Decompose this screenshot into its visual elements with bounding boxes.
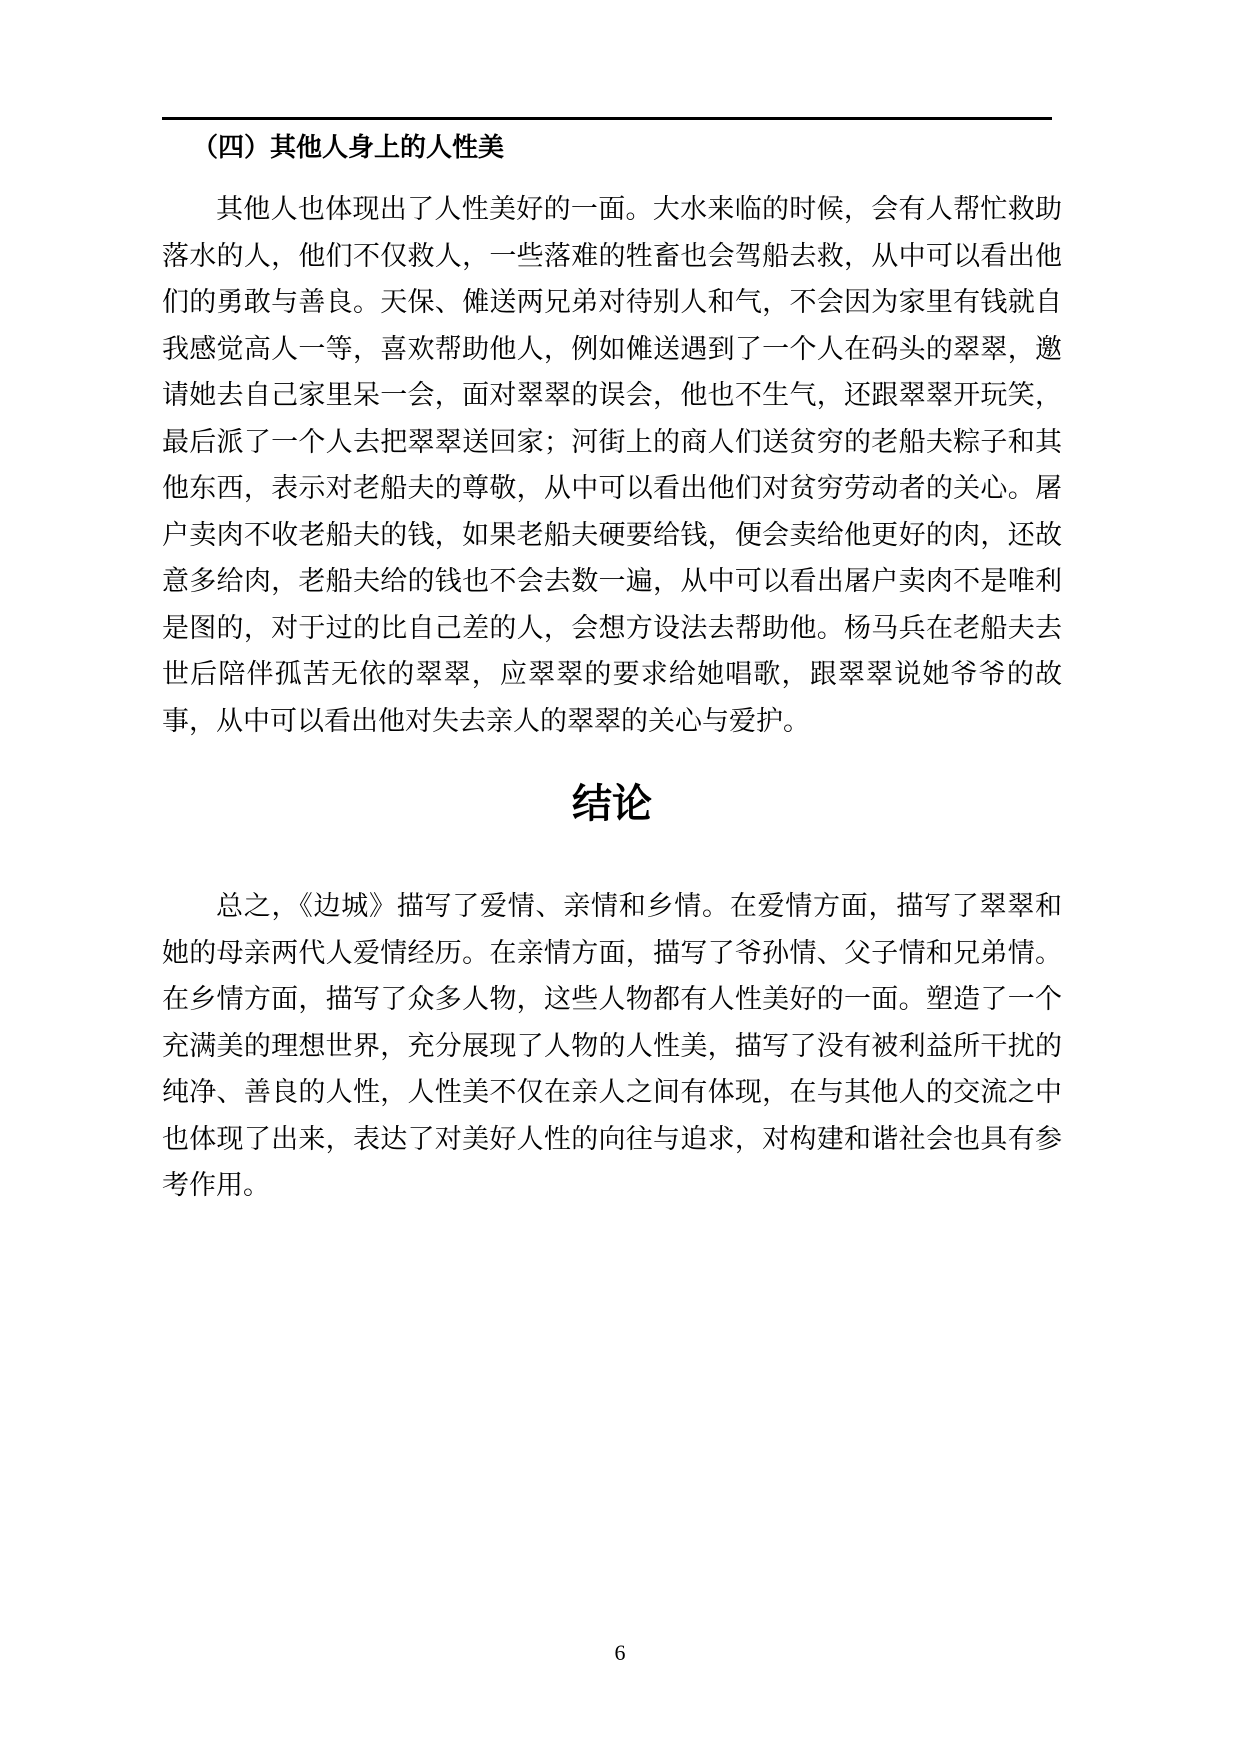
conclusion-paragraph: 总之，《边城》描写了爱情、亲情和乡情。在爱情方面，描写了翠翠和她的母亲两代人爱情经历。在亲情方面，描写了爷孙情、父子情和兄弟情。在乡情方面，描写了众多人物，这些人物都有人性美好的一面。塑造了一个充满美的理想世界，充分展现了人物的人性美，描写了没有被利益所干扰的纯净、善良的人性，人性美不仅在亲人之间有体现，在与其他人的交流之中也体现了出来，表达了对美好人性的向往与追求，对构建和谐社会也具有参考作用。 [162,891,1062,1200]
section-heading: （四）其他人身上的人性美 [192,132,505,162]
body-paragraph: 其他人也体现出了人性美好的一面。大水来临的时候，会有人帮忙救助落水的人，他们不仅救人，一些落难的牲畜也会驾船去救，从中可以看出他们的勇敢与善良。天保、傩送两兄弟对待别人和气，不会因为家里有钱就自我感觉高人一等，喜欢帮助他人，例如傩送遇到了一个人在码头的翠翠，邀请她去自己家里呆一会，面对翠翠的误会，他也不生气，还跟翠翠开玩笑，最后派了一个人去把翠翠送回家；河街上的商人们送贫穷的老船夫粽子和其他东西，表示对老船夫的尊敬，从中可以看出他们对贫穷劳动者的关心。屠户卖肉不收老船夫的钱，如果老船夫硬要给钱，便会卖给他更好的肉，还故意多给肉，老船夫给的钱也不会去数一遍，从中可以看出屠户卖肉不是唯利是图的，对于过的比自己差的人，会想方设法去帮助他。杨马兵在老船夫去世后陪伴孤苦无依的翠翠，应翠翠的要求给她唱歌，跟翠翠说她爷爷的故事，从中可以看出他对失去亲人的翠翠的关心与爱护。 [162,194,1062,736]
header-rule [162,117,1052,120]
conclusion-heading: 结论 [572,782,652,826]
page-number: 6 [614,1640,626,1665]
